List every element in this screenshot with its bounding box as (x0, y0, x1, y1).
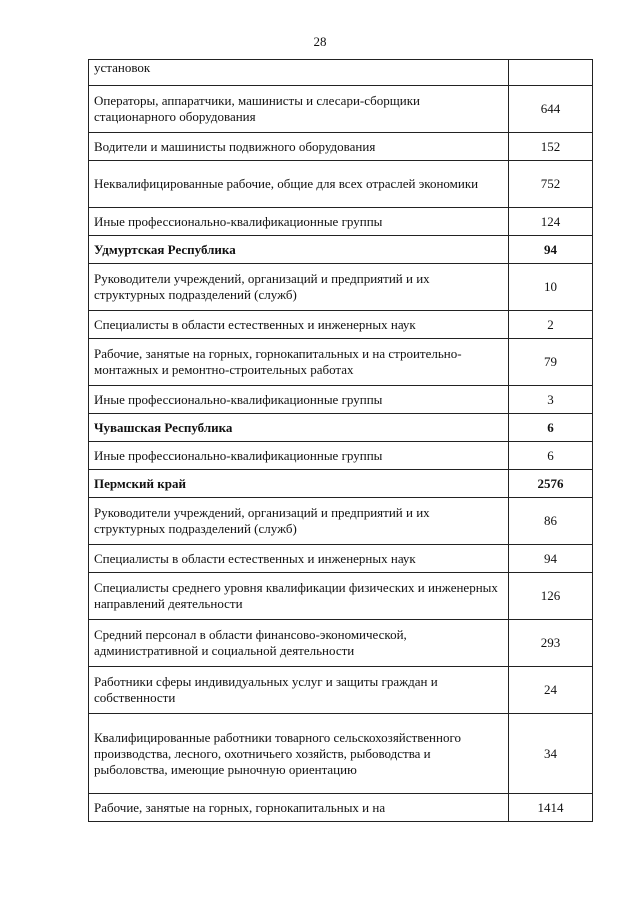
region-row (89, 236, 593, 264)
row-label: Иные профессионально-квалификационные группы (89, 386, 509, 414)
row-value: 124 (509, 208, 593, 236)
row-value: 126 (509, 573, 593, 620)
row-label: Специалисты в области естественных и инженерных наук (89, 311, 509, 339)
table-row (89, 208, 593, 236)
row-value: 2576 (509, 470, 593, 498)
table-body (89, 60, 593, 822)
table-row (89, 133, 593, 161)
row-value: 3 (509, 386, 593, 414)
row-label: Операторы, аппаратчики, машинисты и слесари-сборщики стационарного оборудования (89, 86, 509, 133)
table-row (89, 667, 593, 714)
row-label: Квалифицированные работники товарного сельскохозяйственного производства, лесного, охотничьего хозяйств, рыбоводства и рыболовства, имеющие рыночную ориентацию (89, 714, 509, 794)
region-row (89, 414, 593, 442)
row-value: 6 (509, 414, 593, 442)
row-value: 152 (509, 133, 593, 161)
row-label: установок (89, 60, 509, 86)
table-row (89, 339, 593, 386)
row-label: Специалисты в области естественных и инженерных наук (89, 545, 509, 573)
row-value: 79 (509, 339, 593, 386)
row-value: 34 (509, 714, 593, 794)
row-value: 752 (509, 161, 593, 208)
row-value: 6 (509, 442, 593, 470)
row-label: Работники сферы индивидуальных услуг и защиты граждан и собственности (89, 667, 509, 714)
row-label: Специалисты среднего уровня квалификации физических и инженерных направлений деятельности (89, 573, 509, 620)
row-value: 644 (509, 86, 593, 133)
row-label: Средний персонал в области финансово-экономической, административной и социальной деятельности (89, 620, 509, 667)
row-value: 86 (509, 498, 593, 545)
row-label: Руководители учреждений, организаций и предприятий и их структурных подразделений (служб) (89, 264, 509, 311)
row-value (509, 60, 593, 86)
row-value: 293 (509, 620, 593, 667)
region-row (89, 470, 593, 498)
row-label: Чувашская Республика (89, 414, 509, 442)
row-label: Удмуртская Республика (89, 236, 509, 264)
row-label: Неквалифицированные рабочие, общие для всех отраслей экономики (89, 161, 509, 208)
row-value: 94 (509, 545, 593, 573)
table-row (89, 573, 593, 620)
table-row (89, 311, 593, 339)
table-row (89, 714, 593, 794)
table-row (89, 386, 593, 414)
table-row (89, 794, 593, 822)
row-value: 1414 (509, 794, 593, 822)
row-label: Иные профессионально-квалификационные группы (89, 208, 509, 236)
table-row (89, 86, 593, 133)
table-row (89, 498, 593, 545)
page-number: 28 (313, 34, 327, 49)
table-row (89, 620, 593, 667)
table-row (89, 545, 593, 573)
row-label: Иные профессионально-квалификационные группы (89, 442, 509, 470)
row-value: 2 (509, 311, 593, 339)
statistics-table (88, 59, 593, 822)
row-label: Рабочие, занятые на горных, горнокапитальных и на (89, 794, 509, 822)
row-label: Пермский край (89, 470, 509, 498)
row-value: 24 (509, 667, 593, 714)
table-row (89, 161, 593, 208)
row-label: Руководители учреждений, организаций и предприятий и их структурных подразделений (служб) (89, 498, 509, 545)
row-value: 10 (509, 264, 593, 311)
row-label: Водители и машинисты подвижного оборудования (89, 133, 509, 161)
row-label: Рабочие, занятые на горных, горнокапитальных и на строительно-монтажных и ремонтно-строительных работах (89, 339, 509, 386)
row-value: 94 (509, 236, 593, 264)
table-row (89, 60, 593, 86)
table-row (89, 264, 593, 311)
table-row (89, 442, 593, 470)
